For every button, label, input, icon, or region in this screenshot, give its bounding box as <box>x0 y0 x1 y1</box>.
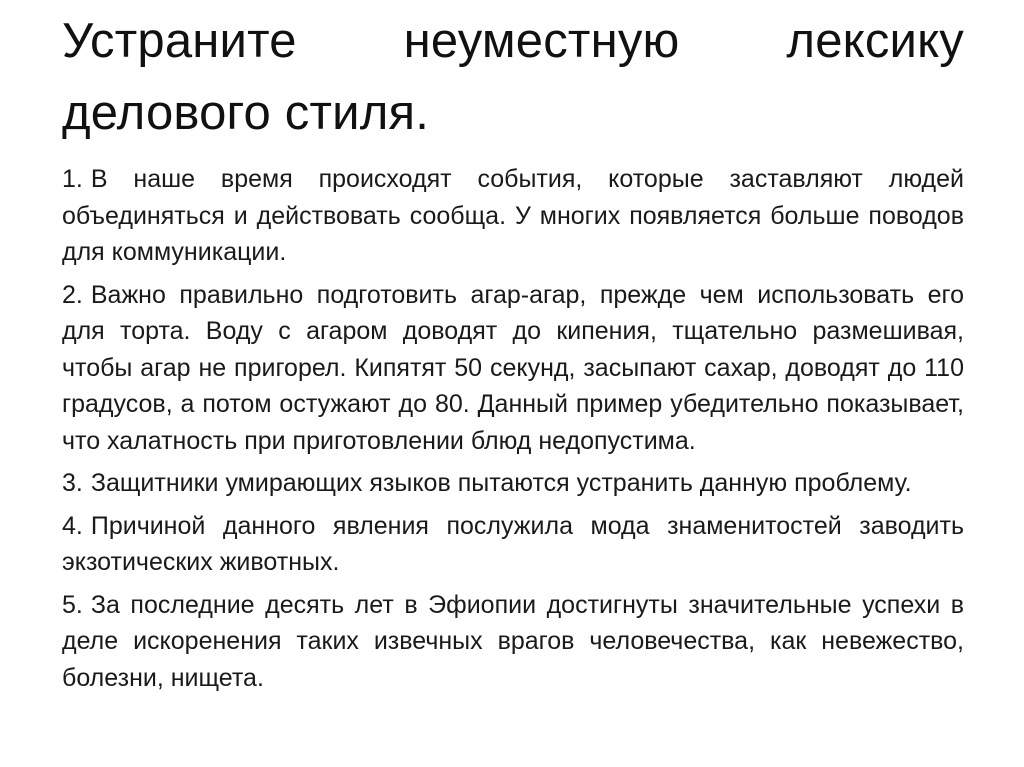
exercise-item-1 <box>62 161 964 271</box>
item-number: 2. <box>62 280 83 309</box>
item-number: 3. <box>62 469 83 497</box>
item-number: 1. <box>62 165 83 193</box>
item-text: В наше время происходят события, которые заставляют людей объединяться и действовать сообща. У многих появляется больше поводов для коммуникации. <box>62 165 964 266</box>
exercise-item-4 <box>62 508 964 581</box>
slide-title: Устраните неуместную лексику делового стиля. <box>62 14 964 140</box>
item-number: 5. <box>62 590 83 619</box>
item-text: Причиной данного явления послужила мода знаменитостей заводить экзотических животных. <box>62 511 964 576</box>
item-text: За последние десять лет в Эфиопии достигнуты значительные успехи в деле искоренения таких извечных врагов человечества, как невежество, болезни, нищета. <box>62 590 964 692</box>
item-number: 4. <box>62 511 83 540</box>
exercise-item-5 <box>62 587 964 697</box>
item-text: Защитники умирающих языков пытаются устранить данную проблему. <box>90 469 912 497</box>
exercise-list <box>62 161 964 696</box>
item-text: Важно правильно подготовить агар-агар, прежде чем использовать его для торта. Воду с агаром доводят до кипения, тщательно размешивая, чтобы агар не пригорел. Кипятят 50 секунд, засыпают сахар, доводят до 110 градусов, а потом остужают до 80. Данный пример убедительно показывает, что халатность при приготовлении блюд недопустима. <box>62 280 964 455</box>
exercise-item-3 <box>62 465 964 502</box>
exercise-item-2 <box>62 277 964 460</box>
